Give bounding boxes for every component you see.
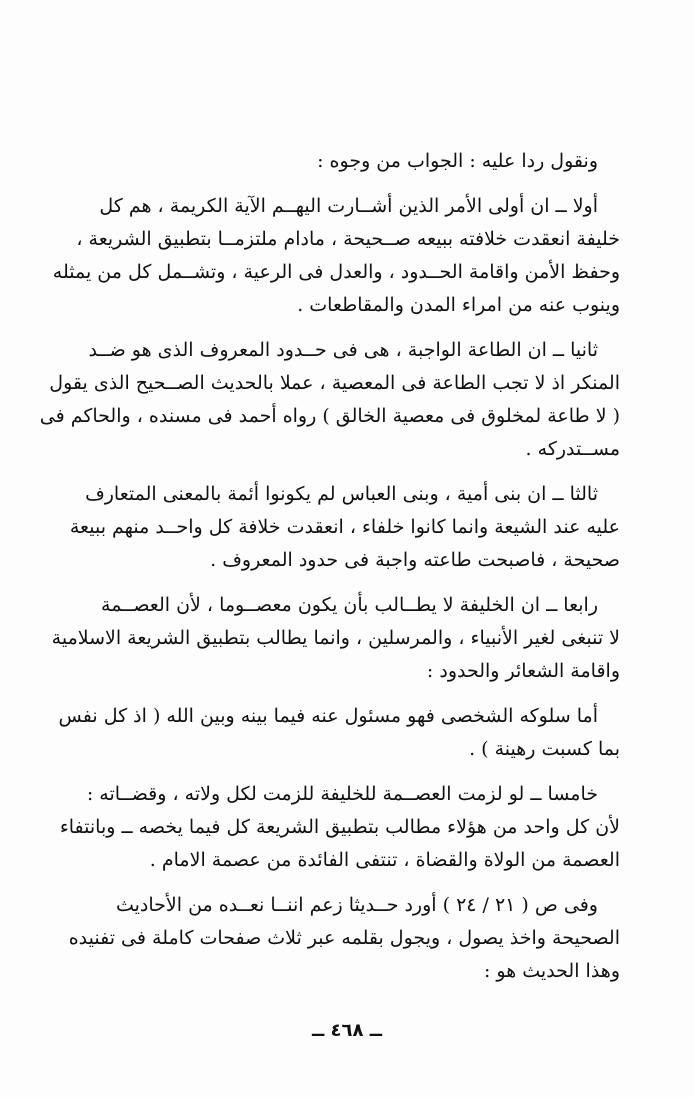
text-line: لا تنبغى لغير الأنبياء ، والمرسلين ، وانما يطالب بتطبيق الشريعة الاسلامية <box>51 627 620 649</box>
text-line: العصمة من الولاة والقضاة ، تنتفى الفائدة من عصمة الامام . <box>149 849 620 871</box>
text-line: ( لا طاعة لمخلوق فى معصية الخالق ) رواه أحمد فى مسنده ، والحاكم فى <box>40 405 620 427</box>
text-line: مســتدركه . <box>525 438 620 460</box>
text-line: ونقول ردا عليه : الجواب من وجوه : <box>317 150 598 172</box>
text-line: وينوب عنه من امراء المدن والمقاطعات . <box>297 294 620 316</box>
paragraph-hadith <box>40 889 620 988</box>
text-line: وحفظ الأمن واقامة الحــدود ، والعدل فى الرعية ، وتشــمل كل من يمثله <box>52 261 620 283</box>
text-line: المنكر اذ لا تجب الطاعة فى المعصية ، عملا بالحديث الصــحيح الذى يقول <box>49 372 620 394</box>
text-line: ثانيا ــ ان الطاعة الواجبة ، هى فى حــدود المعروف الذى هو ضــد <box>88 339 598 361</box>
paragraph-first <box>40 190 620 322</box>
text-line: رابعا ــ ان الخليفة لا يطــالب بأن يكون معصــوما ، لأن العصــمة <box>101 594 598 616</box>
paragraph-third <box>40 478 620 577</box>
paragraph-intro <box>40 145 620 178</box>
text-line: الصحيحة واخذ يصول ، ويجول بقلمه عبر ثلاث صفحات كاملة فى تفنيده <box>68 927 620 949</box>
paragraph-second <box>40 334 620 466</box>
text-line: ثالثا ــ ان بنى أمية ، وبنى العباس لم يكونوا أئمة بالمعنى المتعارف <box>85 483 598 505</box>
text-line: أما سلوكه الشخصى فهو مسئول عنه فيما بينه وبين الله ( اذ كل نفس <box>58 705 598 727</box>
page-number: ــ ٤٦٨ ــ <box>311 1020 383 1041</box>
text-line: خليفة انعقدت خلافته ببيعه صــحيحة ، مادام ملتزمــا بتطبيق الشريعة ، <box>76 228 620 250</box>
text-line: صحيحة ، فاصبحت طاعته واجبة فى حدود المعروف . <box>210 549 620 571</box>
text-line: واقامة الشعائر والحدود : <box>426 660 620 682</box>
text-line: وفى ص ( ٢١ / ٢٤ ) أورد حــديثا زعم اننــا نعــده من الأحاديث <box>115 894 598 916</box>
text-line: خامسا ــ لو لزمت العصــمة للخليفة للزمت لكل ولاته ، وقضــاته : <box>86 783 598 805</box>
text-line: لأن كل واحد من هؤلاء مطالب بتطبيق الشريعة كل فيما يخصه ــ وبانتفاء <box>59 816 620 838</box>
text-line: أولا ــ ان أولى الأمر الذين أشــارت اليهــم الآية الكريمة ، هم كل <box>99 195 598 217</box>
body-text <box>40 145 620 1000</box>
paragraph-fourth <box>40 589 620 688</box>
paragraph-conduct <box>40 700 620 766</box>
text-line: وهذا الحديث هو : <box>483 960 620 982</box>
text-line: بما كسبت رهينة ) . <box>469 738 620 760</box>
paragraph-fifth <box>40 778 620 877</box>
text-line: عليه عند الشيعة وانما كانوا خلفاء ، انعقدت خلافة كل واحــد منهم ببيعة <box>69 516 620 538</box>
